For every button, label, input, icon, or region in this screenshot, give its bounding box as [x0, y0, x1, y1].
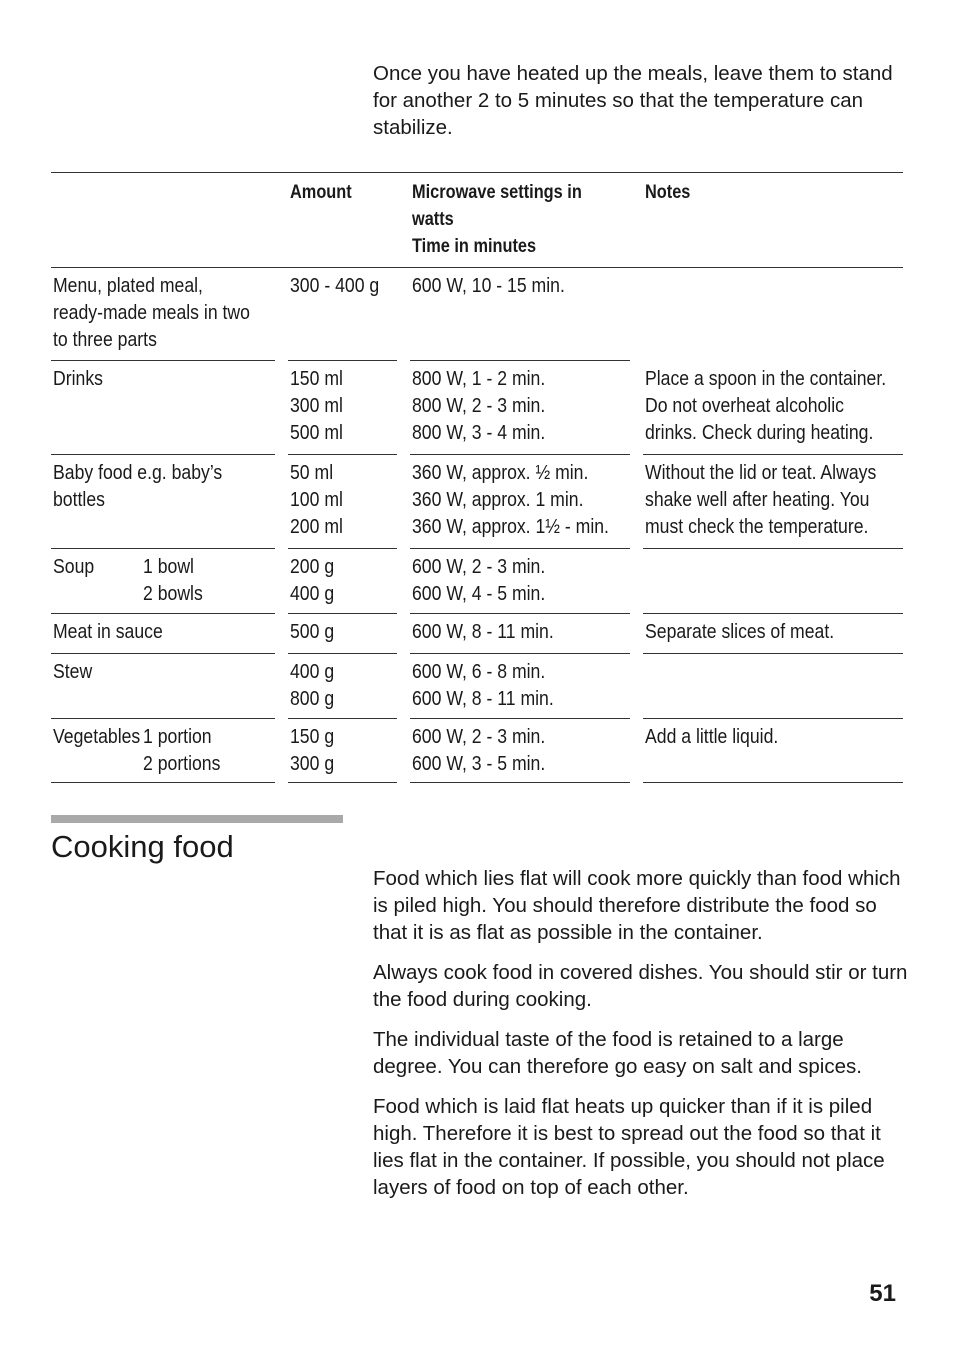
cell-line: 600 W, 3 - 5 min. [412, 752, 546, 775]
notes-cell-text [645, 459, 877, 540]
cell-line: 800 g [290, 687, 335, 710]
cell-line: 600 W, 8 - 11 min. [412, 687, 554, 710]
amount-cell [288, 455, 397, 549]
settings-cell [410, 361, 630, 455]
section-paragraph: Always cook food in covered dishes. You should stir or turn the food during cooking. [373, 961, 908, 1011]
section-paragraph: The individual taste of the food is retained to a large degree. You can therefore go easy on salt and spices. [373, 1028, 862, 1078]
amount-cell [288, 361, 397, 455]
dish-portion-line: 2 portions [143, 752, 221, 775]
cell-line: Meat in sauce [53, 620, 163, 643]
cell-line: 50 ml [290, 461, 334, 484]
cell-line: must check the temperature. [645, 515, 869, 538]
cell-line: 300 g [290, 752, 335, 775]
settings-cell [410, 614, 630, 654]
amount-cell-text [290, 658, 382, 712]
cell-line: Baby food e.g. baby’s [53, 461, 223, 484]
cell-line: 200 g [290, 555, 335, 578]
cell-line: Drinks [53, 367, 103, 390]
cell-line: 600 W, 2 - 3 min. [412, 555, 546, 578]
cell-line: bottles [53, 488, 105, 511]
table-row [51, 455, 903, 549]
settings-cell-text [412, 618, 599, 645]
cell-line: 600 W, 2 - 3 min. [412, 725, 546, 748]
cell-line: 360 W, approx. 1 min. [412, 488, 584, 511]
table-row [51, 614, 903, 654]
cell-line: 600 W, 8 - 11 min. [412, 620, 554, 643]
cell-line: 600 W, 10 - 15 min. [412, 274, 565, 297]
amount-cell [288, 268, 397, 361]
dish-portions [143, 553, 203, 607]
cell-line: 800 W, 1 - 2 min. [412, 367, 546, 390]
settings-cell [410, 654, 630, 719]
cell-line: 800 W, 2 - 3 min. [412, 394, 546, 417]
food-cell [51, 268, 275, 361]
food-cell [51, 549, 275, 614]
cell-line: shake well after heating. You [645, 488, 870, 511]
cell-line: Menu, plated meal, [53, 274, 203, 297]
settings-cell-text [412, 365, 599, 446]
cell-line: Without the lid or teat. Always [645, 461, 877, 484]
settings-cell [410, 455, 630, 549]
notes-cell-text [645, 723, 867, 750]
cell-line: 300 ml [290, 394, 343, 417]
notes-cell [643, 455, 903, 549]
table-row [51, 361, 903, 455]
intro-paragraph: Once you have heated up the meals, leave them to stand for another 2 to 5 minutes so that the temperature can stabilize. [373, 62, 893, 139]
settings-cell [410, 268, 630, 361]
food-cell-text [53, 272, 250, 353]
notes-cell [643, 361, 903, 455]
notes-cell [643, 614, 903, 654]
amount-cell-text [290, 553, 382, 607]
table-row [51, 719, 903, 783]
cell-line: Add a little liquid. [645, 725, 779, 748]
food-cell [51, 654, 275, 719]
section-paragraph: Food which is laid flat heats up quicker than if it is piled high. Therefore it is best to spread out the food so that it lies flat in the container. If possible, you should not place layers of food on top of each other. [373, 1095, 885, 1199]
dish-portion-line: 2 bowls [143, 582, 203, 605]
cell-line: 200 ml [290, 515, 343, 538]
dish-portion-line: 1 bowl [143, 555, 194, 578]
table-row [51, 268, 903, 361]
cell-line: 100 ml [290, 488, 343, 511]
settings-cell-text [412, 723, 599, 777]
settings-cell [410, 719, 630, 783]
page-number: 51 [869, 1280, 896, 1307]
notes-cell [643, 654, 903, 719]
amount-cell-text [290, 459, 382, 540]
cell-line: ready-made meals in two [53, 301, 250, 324]
cell-line: 800 W, 3 - 4 min. [412, 421, 546, 444]
amount-cell [288, 719, 397, 783]
section-rule [51, 815, 343, 823]
notes-cell-text [645, 618, 867, 645]
table-row [51, 654, 903, 719]
food-cell [51, 719, 275, 783]
food-cell-text [53, 658, 244, 685]
cell-line: 500 ml [290, 421, 343, 444]
food-cell [51, 614, 275, 654]
heating-table [51, 172, 903, 783]
cell-line: Separate slices of meat. [645, 620, 835, 643]
food-cell-text [53, 459, 244, 513]
settings-cell-text [412, 459, 609, 540]
amount-cell [288, 614, 397, 654]
cell-line: Stew [53, 660, 93, 683]
notes-cell [643, 268, 903, 361]
section-paragraph: Food which lies flat will cook more quickly than food which is piled high. You should therefore distribute the food so that it is as flat as possible in the container. [373, 867, 901, 944]
cell-line: 600 W, 6 - 8 min. [412, 660, 546, 683]
amount-cell [288, 549, 397, 614]
header-settings-line: watts [412, 209, 454, 230]
section-title: Cooking food [51, 829, 234, 864]
food-cell [51, 361, 275, 455]
food-cell-text [53, 618, 244, 645]
amount-cell-text [290, 618, 382, 645]
food-cell-text [53, 365, 244, 392]
notes-cell [643, 549, 903, 614]
food-cell [51, 455, 275, 549]
settings-cell-text [412, 658, 599, 712]
dish-portions [143, 723, 220, 777]
settings-cell-text [412, 272, 599, 299]
header-amount: Amount [290, 182, 352, 203]
cell-line: 600 W, 4 - 5 min. [412, 582, 546, 605]
cell-line: to three parts [53, 328, 157, 351]
table-header [51, 172, 903, 268]
header-settings-line: Microwave settings in [412, 182, 582, 203]
cell-line: 360 W, approx. ½ min. [412, 461, 589, 484]
amount-cell [288, 654, 397, 719]
header-notes: Notes [645, 182, 691, 203]
table-row [51, 549, 903, 614]
table-body [51, 268, 903, 783]
cell-line: 150 ml [290, 367, 343, 390]
cell-line: 360 W, approx. 1½ - min. [412, 515, 609, 538]
dish-name: Soup [53, 555, 95, 578]
dish-name: Vegetables [53, 725, 141, 748]
cell-line: 400 g [290, 660, 335, 683]
cell-line: 150 g [290, 725, 335, 748]
cell-line: Do not overheat alcoholic [645, 394, 844, 417]
dish-portion-line: 1 portion [143, 725, 212, 748]
notes-cell [643, 719, 903, 783]
cell-line: 300 - 400 g [290, 274, 380, 297]
amount-cell-text [290, 365, 382, 446]
settings-cell-text [412, 553, 599, 607]
cell-line: 500 g [290, 620, 335, 643]
cell-line: Place a spoon in the container. [645, 367, 887, 390]
cell-line: 400 g [290, 582, 335, 605]
amount-cell-text [290, 723, 382, 777]
amount-cell-text [290, 272, 382, 299]
header-settings-line: Time in minutes [412, 236, 537, 257]
cell-line: drinks. Check during heating. [645, 421, 874, 444]
settings-cell [410, 549, 630, 614]
header-settings [412, 179, 582, 260]
notes-cell-text [645, 365, 887, 446]
